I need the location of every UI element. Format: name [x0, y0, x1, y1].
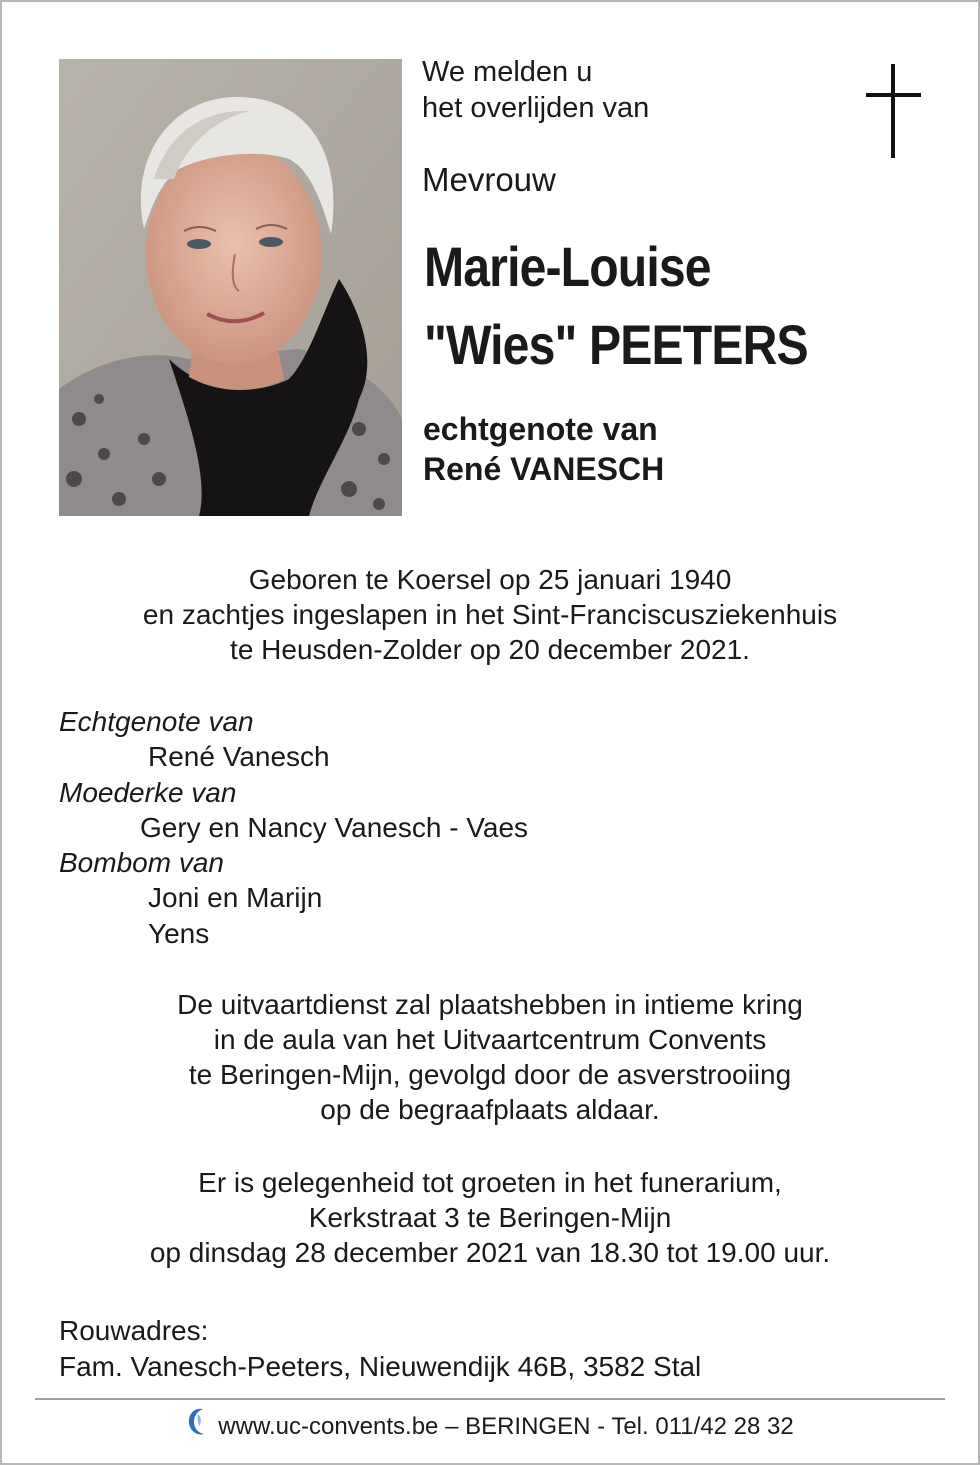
- visit-line-2: Kerkstraat 3 te Beringen-Mijn: [308, 1202, 672, 1233]
- portrait-photo: [59, 59, 402, 516]
- address-label: Rouwadres:: [59, 1315, 209, 1346]
- relation-name: Yens: [148, 918, 210, 949]
- name-line-2: "Wies" PEETERS: [424, 313, 808, 376]
- mourning-address: [59, 1313, 701, 1385]
- address-value: Fam. Vanesch-Peeters, Nieuwendijk 46B, 3582 Stal: [59, 1351, 702, 1382]
- relation-label: Bombom van: [59, 847, 224, 878]
- relation-name: Joni en Marijn: [148, 882, 323, 913]
- intro-text: [422, 54, 649, 126]
- spouse-line-2: René VANESCH: [423, 451, 665, 487]
- birth-death-text: [40, 562, 940, 667]
- service-line-1: De uitvaartdienst zal plaatshebben in intieme kring: [177, 989, 803, 1020]
- service-line-2: in de aula van het Uitvaartcentrum Convents: [213, 1024, 767, 1055]
- visit-line-1: Er is gelegenheid tot groeten in het funerarium,: [198, 1167, 782, 1198]
- relation-label: Echtgenote van: [59, 706, 254, 737]
- service-line-3: te Beringen-Mijn, gevolgd door de asverstrooiing: [188, 1059, 792, 1090]
- born-line-3: te Heusden-Zolder op 20 december 2021.: [230, 634, 750, 665]
- born-line-2: en zachtjes ingeslapen in het Sint-Franciscusziekenhuis: [142, 599, 838, 630]
- visit-line-3: op dinsdag 28 december 2021 van 18.30 tot 19.00 uur.: [149, 1237, 831, 1268]
- visitation-text: [40, 1165, 940, 1270]
- intro-line-2: het overlijden van: [422, 92, 650, 124]
- intro-line-1: We melden u: [422, 56, 593, 88]
- relation-name: Gery en Nancy Vanesch - Vaes: [140, 812, 529, 843]
- service-text: [40, 987, 940, 1127]
- service-line-4: op de begraafplaats aldaar.: [320, 1094, 660, 1125]
- born-line-1: Geboren te Koersel op 25 januari 1940: [248, 564, 732, 595]
- honorific: Mevrouw: [422, 161, 556, 198]
- footer: [0, 1405, 980, 1450]
- uc-convents-logo-icon: [186, 1405, 208, 1450]
- footer-divider: [35, 1398, 945, 1400]
- spouse-line-1: echtgenote van: [423, 411, 658, 447]
- deceased-name: [424, 228, 808, 384]
- name-line-1: Marie-Louise: [424, 235, 711, 298]
- relation-name: René Vanesch: [148, 741, 330, 772]
- spouse-block: [423, 409, 664, 489]
- relation-label: Moederke van: [59, 777, 237, 808]
- footer-contact: www.uc-convents.be – BERINGEN - Tel. 011/42 28 32: [218, 1412, 794, 1440]
- cross-icon: [866, 64, 921, 158]
